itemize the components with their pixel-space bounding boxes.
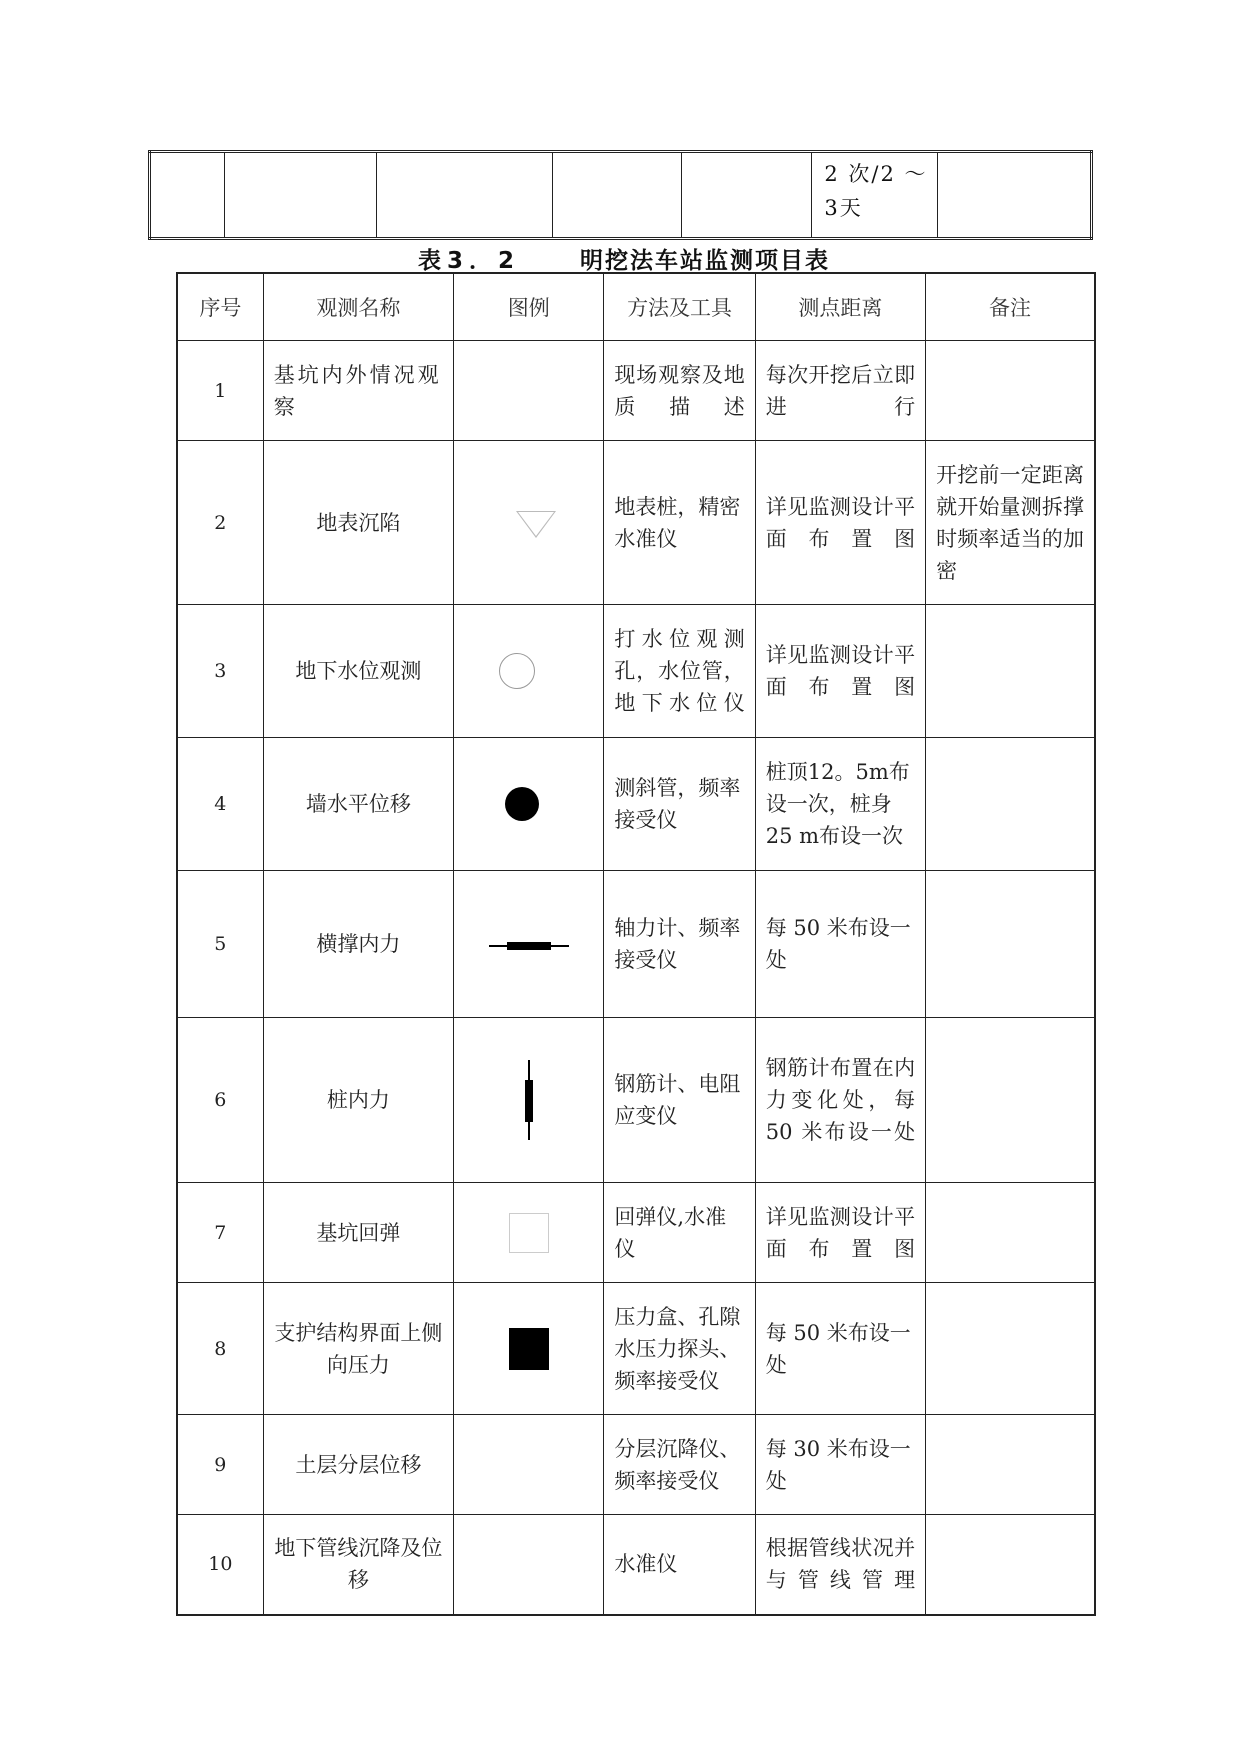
table-cell <box>150 152 225 239</box>
row-method: 钢筋计、电阻应变仪 <box>604 1018 755 1183</box>
table-row <box>177 441 1095 605</box>
row-name: 支护结构界面上侧向压力 <box>263 1283 453 1415</box>
header-note: 备注 <box>926 273 1095 341</box>
table-title <box>0 238 1241 272</box>
frequency-cell: 2 次/2 ～ 3天 <box>812 152 938 239</box>
monitoring-items-table <box>176 272 1096 1616</box>
table-cell <box>938 152 1092 239</box>
row-note <box>926 871 1095 1018</box>
row-legend <box>454 1283 604 1415</box>
row-method: 回弹仪,水准仪 <box>604 1183 755 1283</box>
row-distance: 每 50 米布设一处 <box>755 1283 925 1415</box>
row-method: 打水位观测孔，水位管，地下水位仪 <box>604 605 755 738</box>
row-note <box>926 1415 1095 1515</box>
row-legend <box>454 871 604 1018</box>
row-no: 3 <box>177 605 263 738</box>
row-note <box>926 605 1095 738</box>
row-distance: 每次开挖后立即进行 <box>755 341 925 441</box>
row-legend <box>454 1018 604 1183</box>
table-cell <box>225 152 377 239</box>
header-legend: 图例 <box>454 273 604 341</box>
row-no: 6 <box>177 1018 263 1183</box>
row-name: 桩内力 <box>263 1018 453 1183</box>
row-note: 开挖前一定距离就开始量测拆撑时频率适当的加密 <box>926 441 1095 605</box>
circle-solid-icon <box>505 787 539 821</box>
pile-gauge-icon <box>528 1060 530 1140</box>
row-note <box>926 1018 1095 1183</box>
row-distance: 钢筋计布置在内力变化处，每 50 米布设一处 <box>755 1018 925 1183</box>
header-name: 观测名称 <box>263 273 453 341</box>
row-name: 墙水平位移 <box>263 738 453 871</box>
row-no: 2 <box>177 441 263 605</box>
row-name: 地下水位观测 <box>263 605 453 738</box>
row-distance: 每 30 米布设一处 <box>755 1415 925 1515</box>
row-method: 测斜管，频率接受仪 <box>604 738 755 871</box>
row-legend <box>454 605 604 738</box>
header-row <box>177 273 1095 341</box>
row-legend <box>454 1183 604 1283</box>
row-note <box>926 1283 1095 1415</box>
row-distance: 根据管线状况并与管线管理 <box>755 1515 925 1615</box>
triangle-open-icon <box>516 511 556 538</box>
row-name: 横撑内力 <box>263 871 453 1018</box>
strut-gauge-icon <box>489 945 569 947</box>
table-number: 表3．2 <box>418 248 521 274</box>
row-note <box>926 1183 1095 1283</box>
row-no: 4 <box>177 738 263 871</box>
row-method: 水准仪 <box>604 1515 755 1615</box>
table-row <box>150 152 1092 239</box>
row-distance: 详见监测设计平面布置图 <box>755 1183 925 1283</box>
row-name: 土层分层位移 <box>263 1415 453 1515</box>
row-no: 7 <box>177 1183 263 1283</box>
row-method: 压力盒、孔隙水压力探头、频率接受仪 <box>604 1283 755 1415</box>
table-row <box>177 1415 1095 1515</box>
table-cell <box>553 152 682 239</box>
square-open-icon <box>509 1213 549 1253</box>
row-method: 现场观察及地质描述 <box>604 341 755 441</box>
row-note <box>926 341 1095 441</box>
table-cell <box>376 152 552 239</box>
row-legend <box>454 1515 604 1615</box>
row-distance: 桩顶12。5m布设一次，桩身25 m布设一次 <box>755 738 925 871</box>
table-cell <box>682 152 812 239</box>
row-no: 9 <box>177 1415 263 1515</box>
row-name: 地下管线沉降及位移 <box>263 1515 453 1615</box>
table-name: 明挖法车站监测项目表 <box>580 248 830 274</box>
table-row <box>177 1283 1095 1415</box>
row-no: 8 <box>177 1283 263 1415</box>
row-name: 地表沉陷 <box>263 441 453 605</box>
row-method: 轴力计、频率接受仪 <box>604 871 755 1018</box>
row-legend <box>454 441 604 605</box>
row-note <box>926 738 1095 871</box>
header-method: 方法及工具 <box>604 273 755 341</box>
row-name: 基坑回弹 <box>263 1183 453 1283</box>
row-no: 10 <box>177 1515 263 1615</box>
previous-table-tail <box>148 150 1093 240</box>
header-distance: 测点距离 <box>755 273 925 341</box>
row-note <box>926 1515 1095 1615</box>
table-row <box>177 1515 1095 1615</box>
row-distance: 详见监测设计平面布置图 <box>755 605 925 738</box>
row-method: 地表桩，精密水准仪 <box>604 441 755 605</box>
row-legend <box>454 738 604 871</box>
row-legend <box>454 341 604 441</box>
row-distance: 详见监测设计平面布置图 <box>755 441 925 605</box>
table-row <box>177 1183 1095 1283</box>
row-no: 5 <box>177 871 263 1018</box>
square-solid-icon <box>509 1328 549 1370</box>
row-distance: 每 50 米布设一处 <box>755 871 925 1018</box>
table-row <box>177 605 1095 738</box>
row-no: 1 <box>177 341 263 441</box>
circle-open-icon <box>499 653 535 689</box>
table-row <box>177 341 1095 441</box>
table-row <box>177 738 1095 871</box>
row-method: 分层沉降仪、频率接受仪 <box>604 1415 755 1515</box>
row-name: 基坑内外情况观察 <box>263 341 453 441</box>
header-no: 序号 <box>177 273 263 341</box>
table-row <box>177 1018 1095 1183</box>
table-row <box>177 871 1095 1018</box>
row-legend <box>454 1415 604 1515</box>
